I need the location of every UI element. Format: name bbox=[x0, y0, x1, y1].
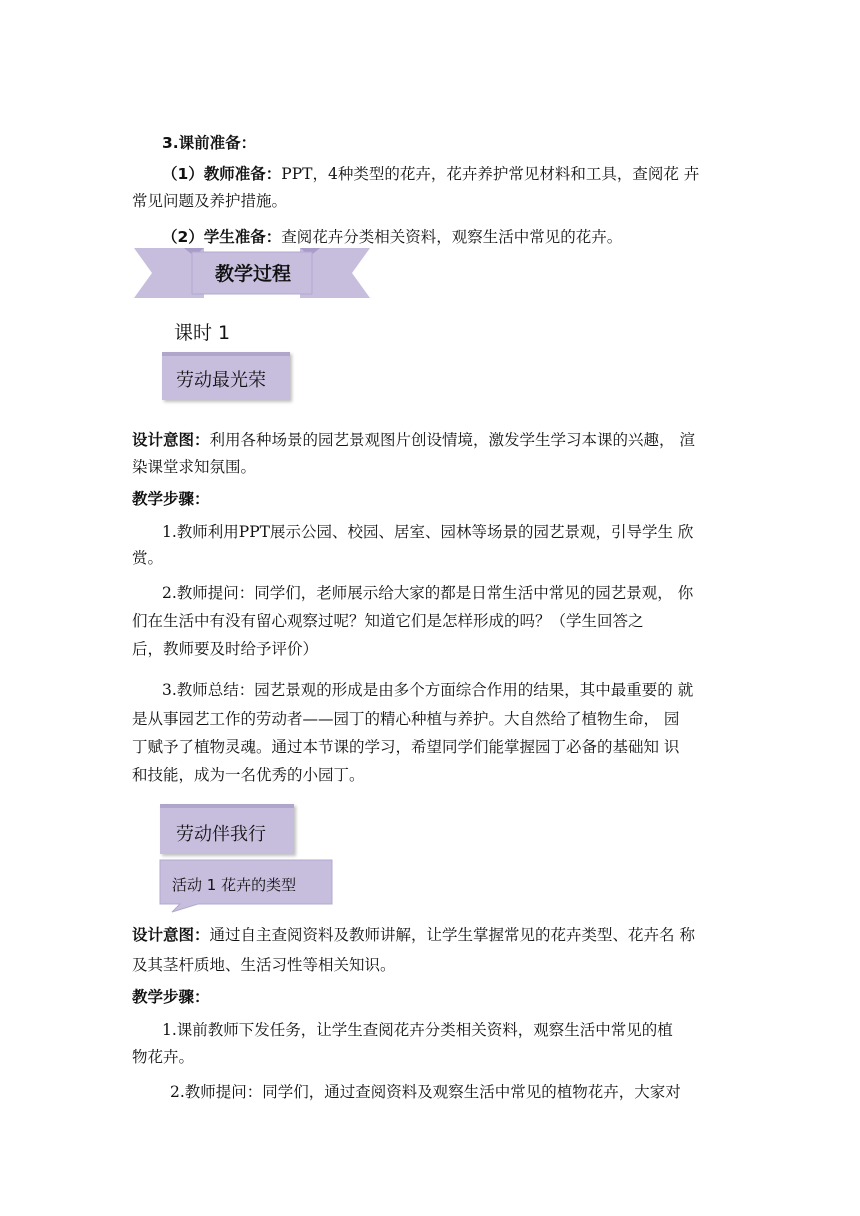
section-tag-1-label: 劳动最光荣 bbox=[176, 370, 266, 391]
steps-label-1: 教学步骤： bbox=[132, 490, 210, 508]
lesson-label: 课时 1 bbox=[174, 322, 231, 344]
s2-step1-line1: 1.课前教师下发任务，让学生查阅花卉分类相关资料，观察生活中常见的植 bbox=[162, 1021, 673, 1039]
intent-line-2b: 及其茎杆质地、生活习性等相关知识。 bbox=[132, 956, 396, 974]
s1-step3-line2: 是从事园艺工作的劳动者——园丁的精心种植与养护。大自然给了植物生命， 园 bbox=[132, 710, 680, 728]
s2-step2-line1: 2.教师提问：同学们，通过查阅资料及观察生活中常见的植物花卉，大家对 bbox=[170, 1083, 681, 1101]
s1-step3-line1: 3.教师总结：园艺景观的形成是由多个方面综合作用的结果，其中最重要的 就 bbox=[162, 681, 694, 699]
banner-title: 教学过程 bbox=[214, 263, 291, 285]
intent-line-1a bbox=[132, 430, 695, 450]
s1-step3-line3: 丁赋予了植物灵魂。通过本节课的学习，希望同学们能掌握园丁必备的基础知 识 bbox=[132, 738, 680, 756]
activity-tag-label: 活动 1 花卉的类型 bbox=[172, 876, 297, 894]
teacher-prep-line1 bbox=[162, 164, 699, 184]
student-prep-line bbox=[162, 227, 622, 247]
teacher-prep-line2: 常见问题及养护措施。 bbox=[132, 192, 288, 210]
intent-text-2: 通过自主查阅资料及教师讲解，让学生掌握常见的花卉类型、花卉名 称 bbox=[209, 926, 695, 944]
intent-text-1: 利用各种场景的园艺景观图片创设情境，激发学生学习本课的兴趣， 渲 bbox=[209, 431, 695, 449]
student-prep-label: （2）学生准备： bbox=[162, 228, 282, 246]
s1-step2-line2: 们在生活中有没有留心观察过呢？知道它们是怎样形成的吗？（学生回答之 bbox=[132, 612, 644, 630]
s1-step1-line2: 赏。 bbox=[132, 549, 164, 567]
section-tag-2-label: 劳动伴我行 bbox=[176, 824, 266, 845]
s1-step2-line3: 后，教师要及时给予评价） bbox=[132, 640, 319, 658]
intent-label-2: 设计意图： bbox=[132, 926, 210, 944]
intent-label-1: 设计意图： bbox=[132, 431, 210, 449]
s1-step1-line1: 1.教师利用PPT展示公园、校园、居室、园林等场景的园艺景观，引导学生 欣 bbox=[162, 523, 694, 541]
student-prep-text: 查阅花卉分类相关资料，观察生活中常见的花卉。 bbox=[281, 228, 623, 246]
prep-heading: 3.课前准备： bbox=[162, 134, 257, 152]
intent-line-1b: 染课堂求知氛围。 bbox=[132, 458, 257, 476]
steps-label-2: 教学步骤： bbox=[132, 988, 210, 1006]
s1-step2-line1: 2.教师提问：同学们，老师展示给大家的都是日常生活中常见的园艺景观， 你 bbox=[162, 584, 694, 602]
s2-step1-line2: 物花卉。 bbox=[132, 1048, 195, 1066]
teacher-prep-text: PPT，4种类型的花卉，花卉养护常见材料和工具，查阅花 卉 bbox=[281, 165, 700, 183]
intent-line-2a bbox=[132, 925, 695, 945]
s1-step3-line4: 和技能，成为一名优秀的小园丁。 bbox=[132, 766, 365, 784]
teacher-prep-label: （1）教师准备： bbox=[162, 165, 282, 183]
